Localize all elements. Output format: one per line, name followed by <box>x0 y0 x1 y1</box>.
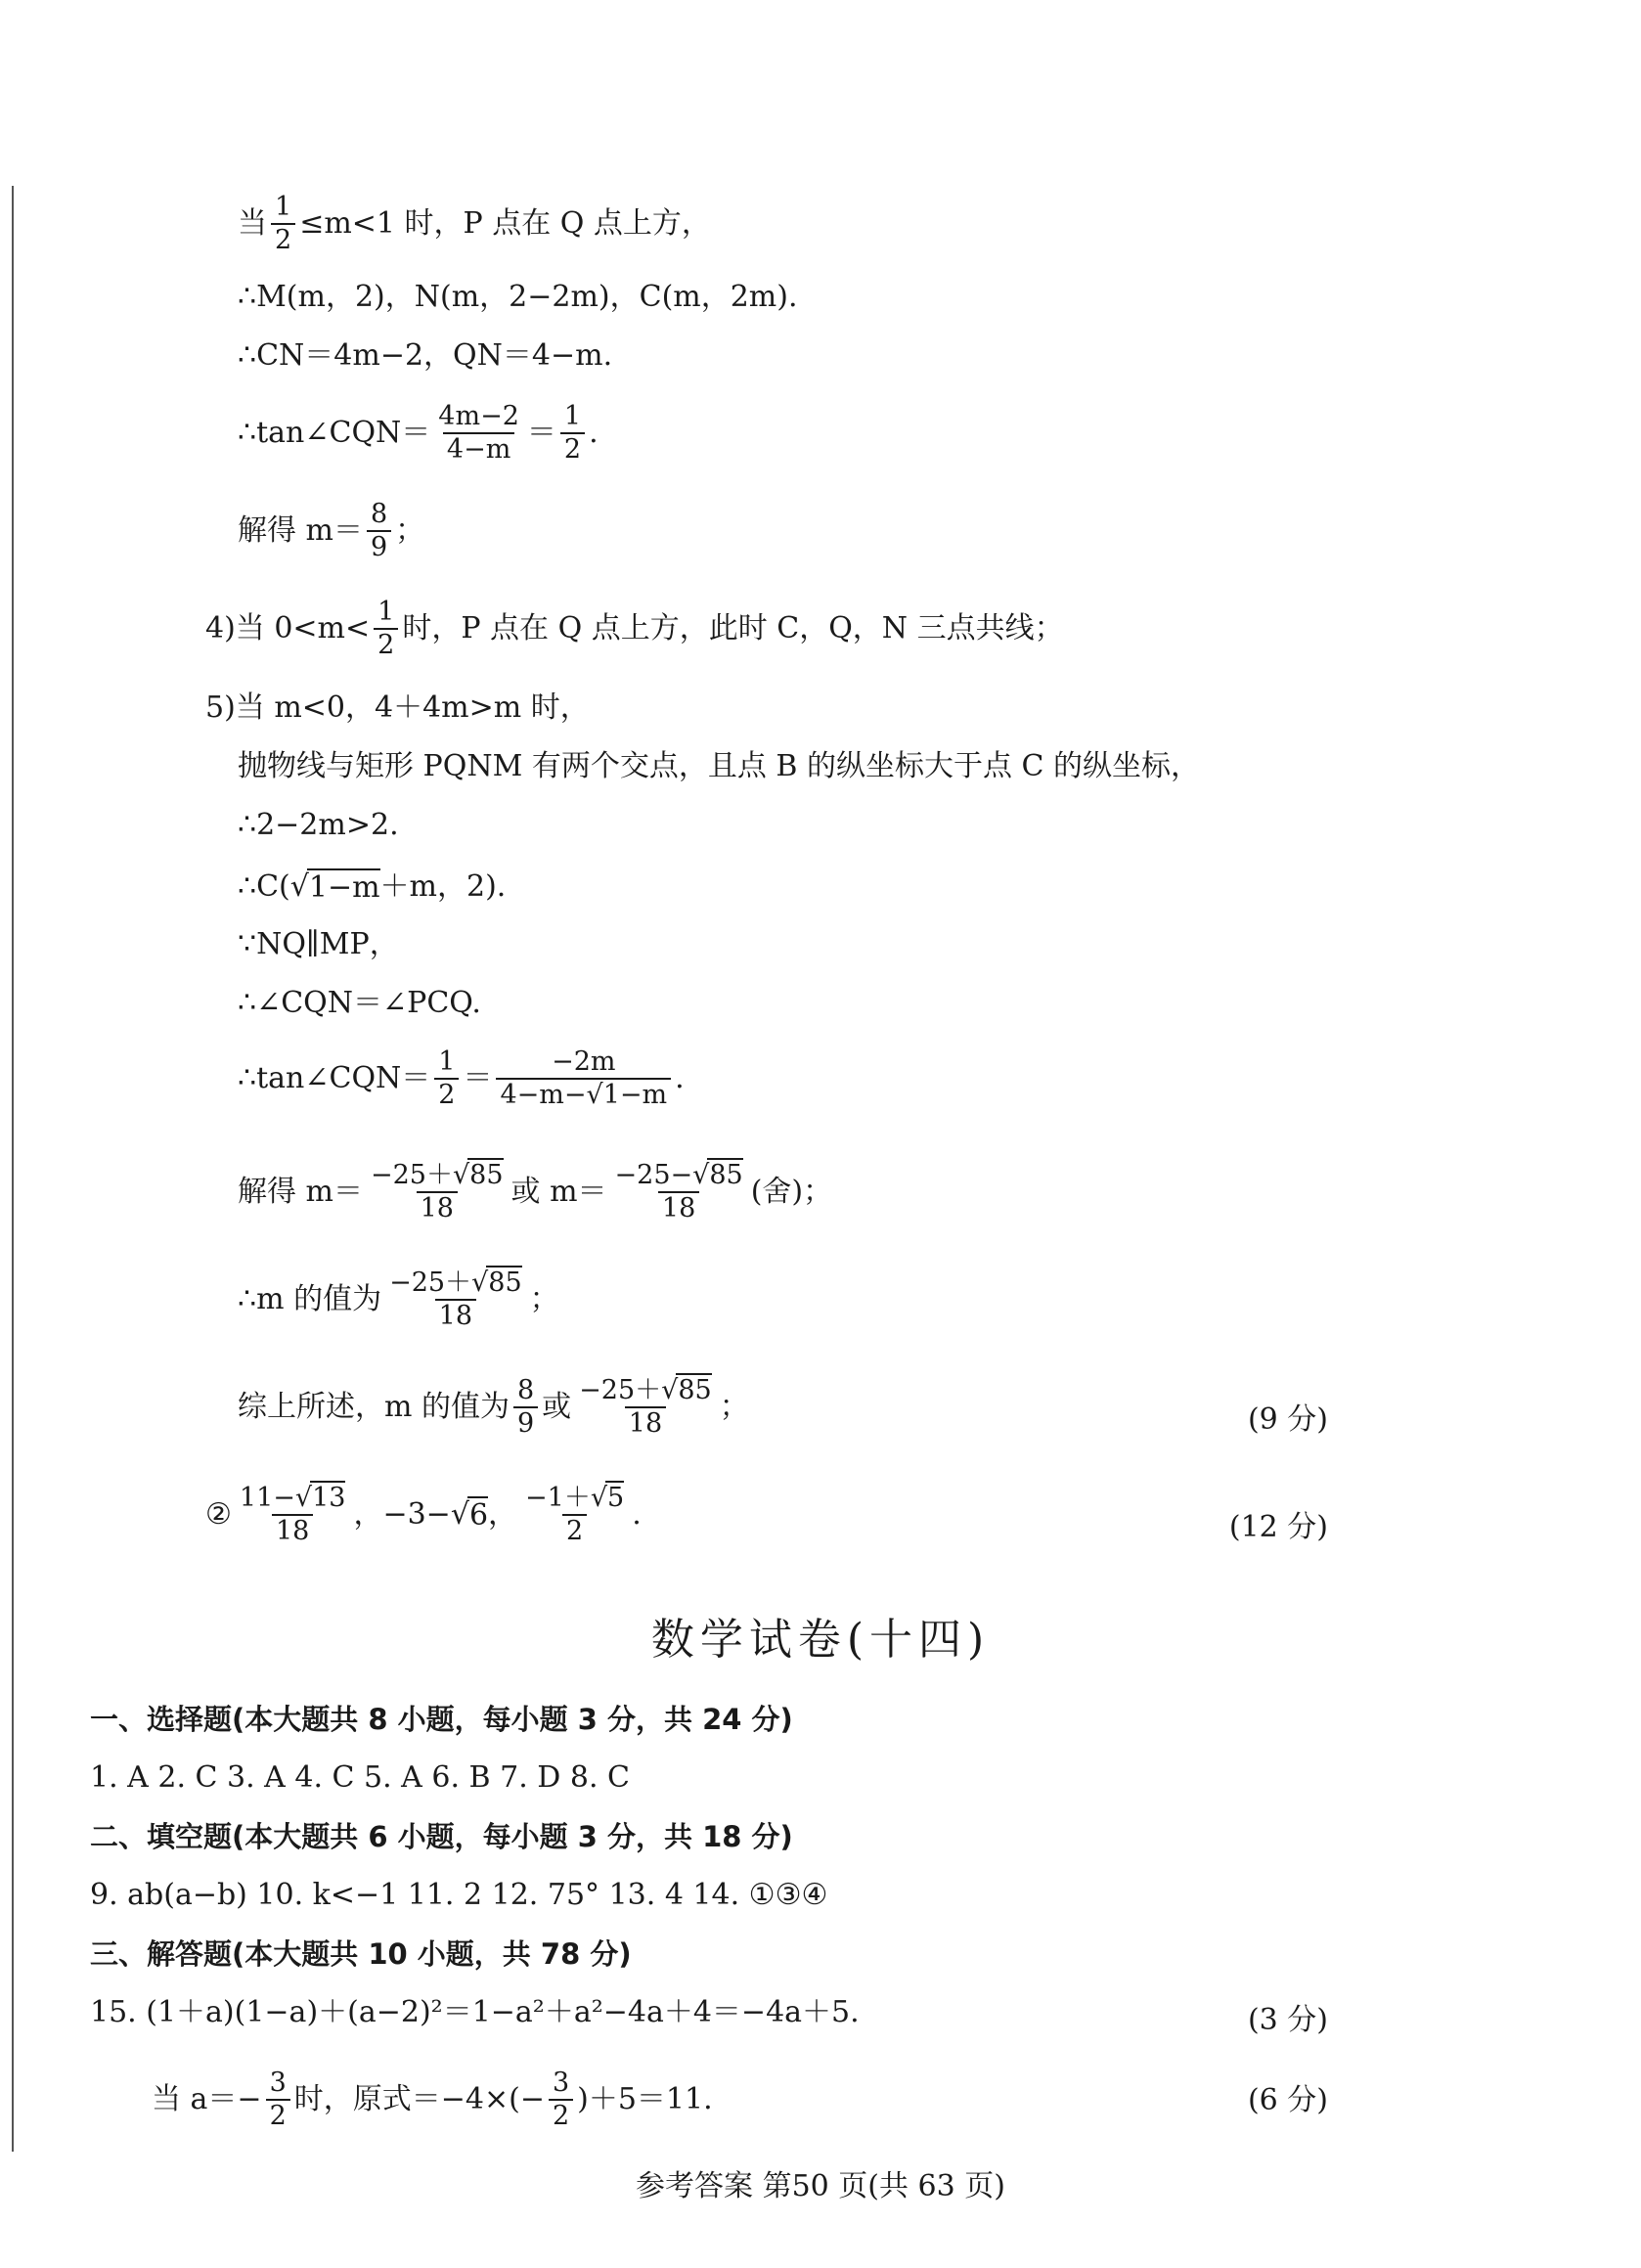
answer-list: 9. ab(a−b) 10. k<−1 11. 2 12. 75° 13. 4 14. ①③④ <box>90 1878 828 1912</box>
fraction <box>385 1267 526 1332</box>
sqrt-radicand: 5 <box>607 1483 625 1513</box>
fraction <box>513 1375 538 1440</box>
fraction <box>575 1375 716 1440</box>
score-label: (9 分) <box>1247 1402 1328 1437</box>
denominator <box>496 1078 671 1111</box>
numerator: 8 <box>516 1375 535 1405</box>
solution-line <box>238 338 612 374</box>
section-header: 一、选择题(本大题共 8 小题，每小题 3 分，共 24 分) <box>90 1703 793 1736</box>
text: −25＋√ <box>370 1160 470 1190</box>
numerator: −2m <box>552 1046 616 1077</box>
text: ，−3−√ <box>353 1497 469 1532</box>
denominator: 2 <box>434 1078 459 1111</box>
fraction <box>611 1160 747 1224</box>
denominator: 18 <box>658 1191 699 1224</box>
text: ∴C(√ <box>238 869 309 904</box>
exam-title: 数学试卷(十四) <box>650 1615 991 1665</box>
denominator: 2 <box>374 628 398 661</box>
solution-line <box>238 1046 685 1111</box>
fraction <box>549 2068 573 2132</box>
sqrt-radicand: 13 <box>312 1483 346 1513</box>
fraction <box>560 401 585 466</box>
sqrt-radicand: 1−m <box>308 870 380 905</box>
text: 11−√ <box>239 1483 313 1513</box>
solution-line <box>205 597 1064 661</box>
score-label: (6 分) <box>1247 2083 1328 2117</box>
numerator: 4m−2 <box>438 401 519 431</box>
text: −25−√ <box>614 1160 710 1190</box>
numerator <box>575 1375 716 1406</box>
fraction <box>521 1483 628 1547</box>
denominator: 9 <box>513 1406 538 1440</box>
solution-line: 15. (1＋a)(1−a)＋(a−2)²＝1−a²＋a²−4a＋4＝−4a＋5. <box>90 1995 860 2029</box>
sqrt-radicand: 85 <box>678 1375 712 1405</box>
text: ∴m 的值为 <box>238 1282 382 1316</box>
numerator: 3 <box>269 2068 287 2098</box>
text: ∴tan∠CQN＝ <box>238 1061 431 1095</box>
fraction <box>236 1483 350 1547</box>
fraction <box>271 192 295 256</box>
text: ； <box>719 1390 749 1424</box>
text: ② <box>205 1497 232 1532</box>
solution-line <box>238 927 399 962</box>
denominator: 2 <box>266 2099 290 2132</box>
section-header: 二、填空题(本大题共 6 小题，每小题 3 分，共 18 分) <box>90 1820 793 1853</box>
text: 或 m＝ <box>510 1175 607 1209</box>
denominator: 2 <box>560 432 585 466</box>
text: ； <box>529 1282 559 1316</box>
text: 当 <box>238 206 267 241</box>
text: )＋5＝11. <box>577 2082 713 2116</box>
text: ＋m，2). <box>379 869 507 904</box>
denominator: 18 <box>272 1514 313 1547</box>
text: ＝ <box>463 1061 493 1095</box>
solution-line <box>205 690 590 726</box>
solution-line <box>238 401 599 466</box>
denominator: 2 <box>549 2099 573 2132</box>
solution-line <box>238 749 1200 784</box>
sqrt-radicand: 85 <box>488 1267 522 1298</box>
fraction <box>496 1046 671 1111</box>
answer-list: 1. A 2. C 3. A 4. C 5. A 6. B 7. D 8. C <box>90 1760 630 1795</box>
text: 抛物线与矩形 PQNM 有两个交点，且点 B 的纵坐标大于点 C 的纵坐标， <box>238 749 1200 783</box>
text: ∴CN＝4m−2，QN＝4−m. <box>238 338 613 373</box>
text: (舍)； <box>750 1175 833 1209</box>
fraction <box>367 1160 508 1224</box>
text: . <box>675 1061 685 1095</box>
text: 或 <box>542 1390 572 1424</box>
sqrt-radicand: 6 <box>468 1498 489 1533</box>
numerator <box>236 1483 350 1514</box>
denominator: 18 <box>435 1299 476 1332</box>
denominator: 9 <box>367 530 391 563</box>
fraction <box>367 499 391 563</box>
numerator: 8 <box>370 499 388 529</box>
text: ＝ <box>526 416 556 450</box>
solution-line <box>238 1375 749 1440</box>
text: 综上所述，m 的值为 <box>238 1390 510 1424</box>
text: ∴M(m，2)，N(m，2−2m)，C(m，2m). <box>238 280 798 314</box>
text: 当 a＝− <box>152 2082 262 2116</box>
solution-line <box>238 192 711 256</box>
text: ∵NQ∥MP， <box>238 927 399 961</box>
text: ， <box>488 1497 518 1532</box>
solution-line <box>238 986 481 1021</box>
page-footer: 参考答案 第50 页(共 63 页) <box>636 2169 1005 2203</box>
numerator: 1 <box>563 401 582 431</box>
numerator: 3 <box>552 2068 570 2098</box>
denominator: 2 <box>562 1514 587 1547</box>
denominator: 4−m <box>443 432 514 466</box>
solution-line <box>238 1267 559 1332</box>
numerator <box>521 1483 628 1514</box>
numerator: 1 <box>377 597 395 627</box>
text: ∴2−2m>2. <box>238 808 399 842</box>
sqrt-radicand: 85 <box>709 1160 743 1190</box>
text: −25＋√ <box>389 1267 489 1298</box>
text: ∴tan∠CQN＝ <box>238 416 431 450</box>
numerator <box>385 1267 526 1299</box>
fraction <box>374 597 398 661</box>
solution-line <box>152 2068 713 2132</box>
text: . <box>589 416 599 450</box>
solution-line <box>238 1160 832 1224</box>
fraction <box>434 1046 459 1111</box>
score-label: (12 分) <box>1228 1510 1328 1544</box>
text: −1＋√ <box>525 1483 608 1513</box>
solution-line <box>205 1483 642 1547</box>
text: 时，原式＝−4×(− <box>293 2082 545 2116</box>
text: 解得 m＝ <box>238 513 363 548</box>
text: ≤m<1 时，P 点在 Q 点上方， <box>299 206 711 241</box>
fraction <box>266 2068 290 2132</box>
section-header: 三、解答题(本大题共 10 小题，共 78 分) <box>90 1937 632 1971</box>
text: −25＋√ <box>579 1375 679 1405</box>
denominator: 18 <box>417 1191 458 1224</box>
sqrt-radicand: 85 <box>469 1160 504 1190</box>
numerator <box>611 1160 747 1191</box>
text: 解得 m＝ <box>238 1175 363 1209</box>
text: ∴∠CQN＝∠PCQ. <box>238 986 481 1020</box>
numerator <box>367 1160 508 1191</box>
denominator: 18 <box>625 1406 666 1440</box>
text: 4−m−√ <box>500 1080 603 1110</box>
solution-line <box>238 280 798 315</box>
text: 时，P 点在 Q 点上方，此时 C，Q，N 三点共线； <box>402 611 1064 645</box>
solution-line <box>238 868 506 906</box>
numerator: 1 <box>438 1046 456 1077</box>
text: 5)当 m<0，4＋4m>m 时， <box>205 690 590 725</box>
score-label: (3 分) <box>1247 2003 1328 2037</box>
numerator: 1 <box>275 192 292 222</box>
text: ； <box>395 513 425 548</box>
solution-line <box>238 499 424 563</box>
text: 4)当 0<m< <box>205 611 371 645</box>
solution-line <box>238 808 399 843</box>
sqrt-radicand: 1−m <box>602 1080 668 1110</box>
text: . <box>632 1497 642 1532</box>
fraction <box>434 401 523 466</box>
denominator: 2 <box>271 223 295 256</box>
